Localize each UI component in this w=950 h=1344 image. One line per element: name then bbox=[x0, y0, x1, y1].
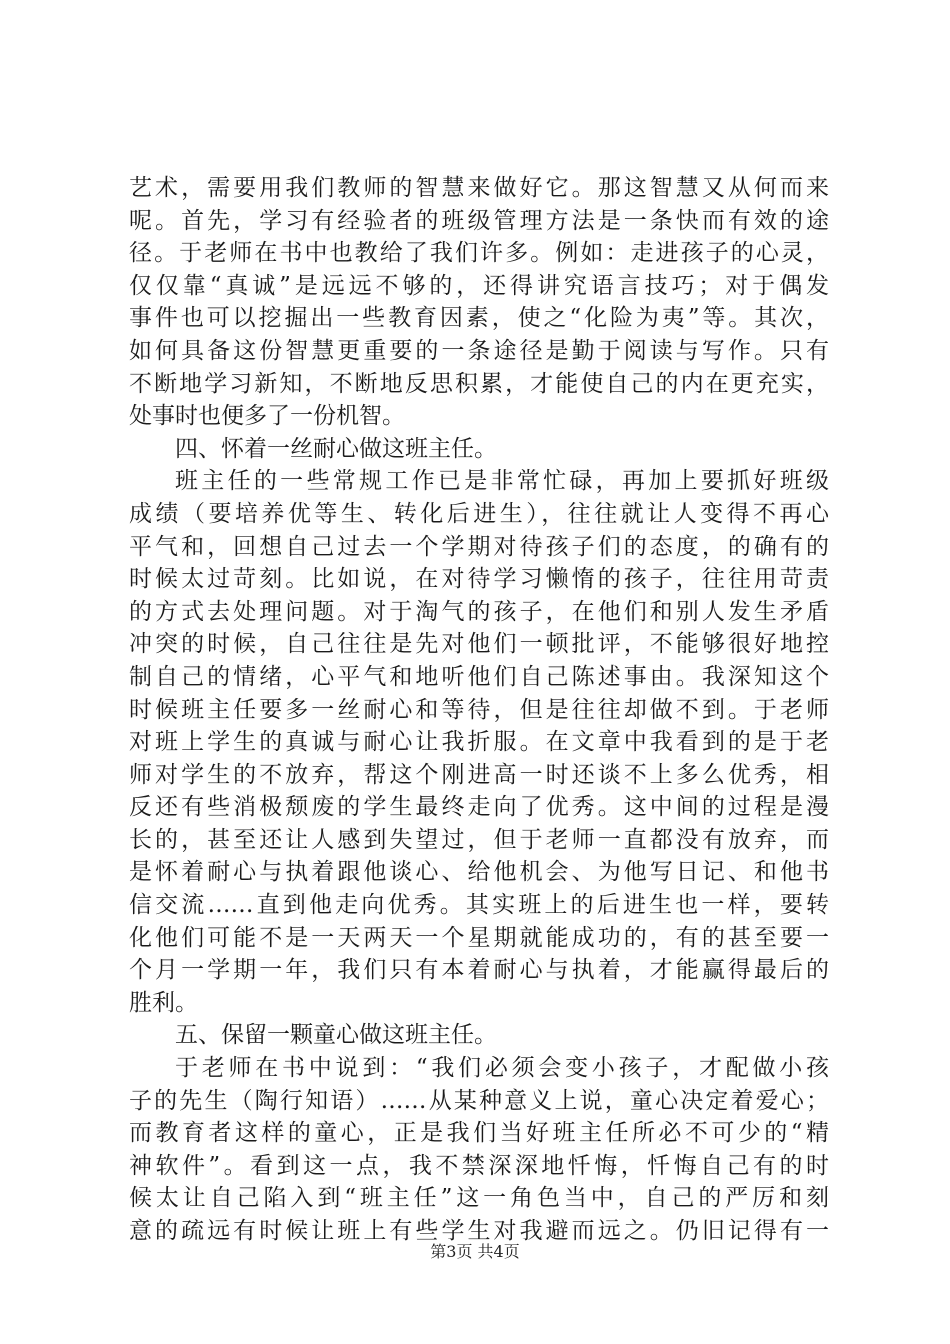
text-line: 班主任的一些常规工作已是非常忙碌，再加上要抓好班级 bbox=[175, 468, 829, 495]
text-line: 于老师在书中说到：“我们必须会变小孩子，才配做小孩 bbox=[175, 1055, 829, 1082]
text-line: 时候太过苛刻。比如说，在对待学习懒惰的孩子，往往用苛责 bbox=[129, 566, 829, 593]
text-line: 径。于老师在书中也教给了我们许多。例如：走进孩子的心灵， bbox=[129, 240, 829, 267]
text-line: 如何具备这份智慧更重要的一条途径是勤于阅读与写作。只有 bbox=[129, 337, 829, 364]
text-line: 冲突的时候，自己往往是先对他们一顿批评，不能够很好地控 bbox=[129, 631, 829, 658]
text-line: 五、保留一颗童心做这班主任。 bbox=[175, 1022, 497, 1049]
text-line: 胜利。 bbox=[129, 989, 198, 1016]
text-line: 是怀着耐心与执着跟他谈心、给他机会、为他写日记、和他书 bbox=[129, 859, 829, 886]
text-line: 处事时也便多了一份机智。 bbox=[129, 403, 405, 430]
text-line: 时候班主任要多一丝耐心和等待，但是往往却做不到。于老师 bbox=[129, 696, 829, 723]
text-line: 候太让自己陷入到“班主任”这一角色当中，自己的严厉和刻 bbox=[129, 1185, 829, 1212]
text-line: 对班上学生的真诚与耐心让我折服。在文章中我看到的是于老 bbox=[129, 729, 829, 756]
text-line: 师对学生的不放弃，帮这个刚进高一时还谈不上多么优秀，相 bbox=[129, 761, 829, 788]
text-line: 化他们可能不是一天两天一个星期就能成功的，有的甚至要一 bbox=[129, 924, 829, 951]
text-line: 子的先生（陶行知语）……从某种意义上说，童心决定着爱心； bbox=[129, 1087, 829, 1114]
text-line: 成绩（要培养优等生、转化后进生），往往就让人变得不再心 bbox=[129, 500, 829, 527]
text-line: 而教育者这样的童心，正是我们当好班主任所必不可少的“精 bbox=[129, 1120, 829, 1147]
page-footer bbox=[0, 1242, 950, 1262]
text-line: 呢。首先，学习有经验者的班级管理方法是一条快而有效的途 bbox=[129, 207, 829, 234]
text-line: 信交流……直到他走向优秀。其实班上的后进生也一样，要转 bbox=[129, 892, 829, 919]
text-line: 制自己的情绪，心平气和地听他们自己陈述事由。我深知这个 bbox=[129, 663, 829, 690]
text-line: 仅仅靠“真诚”是远远不够的，还得讲究语言技巧；对于偶发 bbox=[129, 272, 829, 299]
text-line: 意的疏远有时候让班上有些学生对我避而远之。仍旧记得有一 bbox=[129, 1218, 829, 1244]
text-line: 艺术，需要用我们教师的智慧来做好它。那这智慧又从何而来 bbox=[129, 175, 829, 201]
text-line: 平气和，回想自己过去一个学期对待孩子们的态度，的确有的 bbox=[129, 533, 829, 560]
text-line: 不断地学习新知，不断地反思积累，才能使自己的内在更充实， bbox=[129, 370, 829, 397]
document-body bbox=[129, 172, 829, 1248]
text-line: 反还有些消极颓废的学生最终走向了优秀。这中间的过程是漫 bbox=[129, 794, 829, 821]
text-line: 四、怀着一丝耐心做这班主任。 bbox=[175, 435, 497, 462]
text-line: 的方式去处理问题。对于淘气的孩子，在他们和别人发生矛盾 bbox=[129, 598, 829, 625]
text-line: 长的，甚至还让人感到失望过，但于老师一直都没有放弃，而 bbox=[129, 826, 829, 853]
text-line: 个月一学期一年，我们只有本着耐心与执着，才能赢得最后的 bbox=[129, 957, 829, 984]
text-line: 事件也可以挖掘出一些教育因素，使之“化险为夷”等。其次， bbox=[129, 305, 829, 332]
page-number-label: 第3页 共4页 bbox=[430, 1242, 520, 1261]
text-line: 神软件”。看到这一点，我不禁深深地忏悔，忏悔自己有的时 bbox=[129, 1152, 829, 1179]
